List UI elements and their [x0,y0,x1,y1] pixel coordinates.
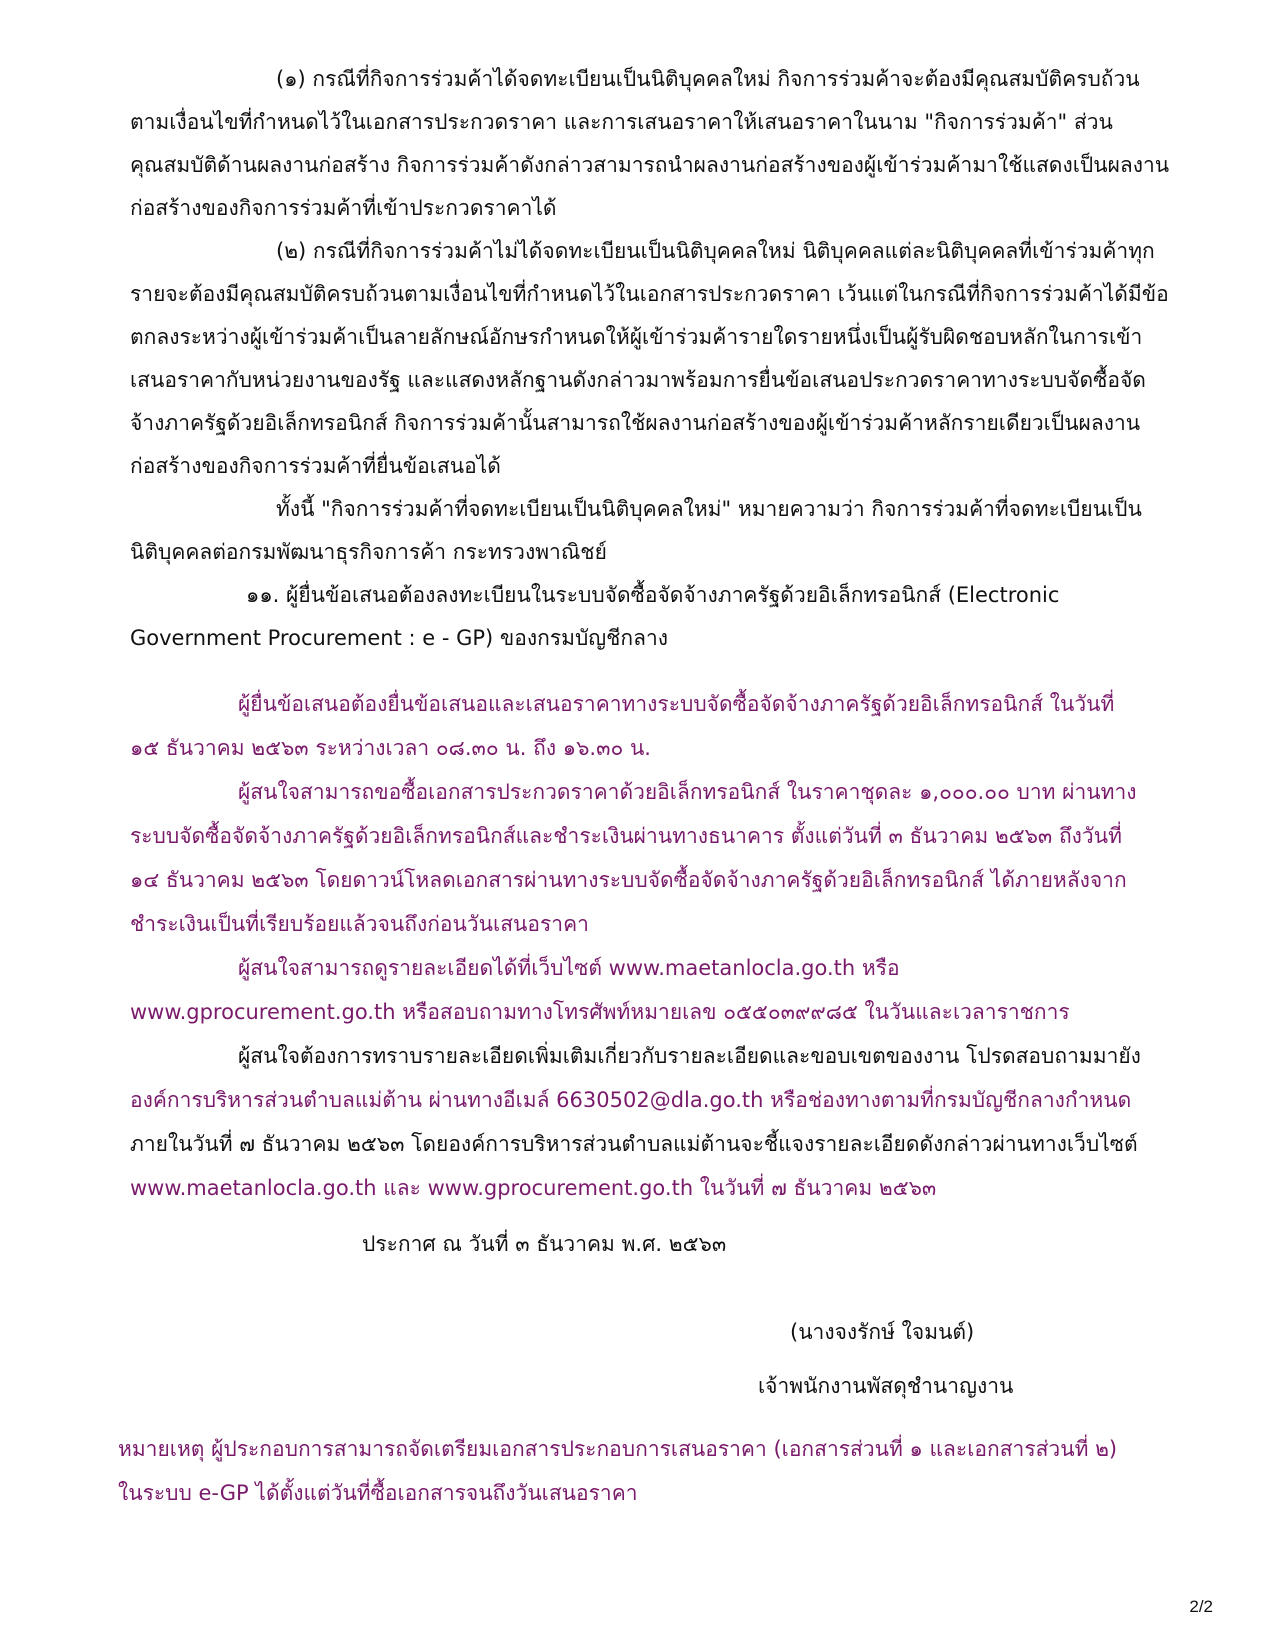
signatory-name: (นางจงรักษ์ ใจมนต์) [790,1320,975,1344]
text-line: เสนอราคากับหน่วยงานของรัฐ และแสดงหลักฐานดังกล่าวมาพร้อมการยื่นข้อเสนอประกวดราคาทางระบบจัดซื้อจัด [130,368,1146,392]
text-line: ชำระเงินเป็นที่เรียบร้อยแล้วจนถึงก่อนวันเสนอราคา [130,912,589,936]
text-line: ระบบจัดซื้อจัดจ้างภาครัฐด้วยอิเล็กทรอนิกส์และชำระเงินผ่านทางธนาคาร ตั้งแต่วันที่ ๓ ธันวาคม ๒๕๖๓ ถึงวันที่ [130,824,1122,848]
text-line: Government Procurement : e - GP) ของกรมบัญชีกลาง [130,626,669,650]
remark-line: หมายเหตุ ผู้ประกอบการสามารถจัดเตรียมเอกสารประกอบการเสนอราคา (เอกสารส่วนที่ ๑ และเอกสารส่วนที่ ๒) [118,1437,1118,1461]
text-line: ก่อสร้างของกิจการร่วมค้าที่ยื่นข้อเสนอได้ [130,454,501,478]
text-line: ภายในวันที่ ๗ ธันวาคม ๒๕๖๓ โดยองค์การบริหารส่วนตำบลแม่ต้านจะชี้แจงรายละเอียดดังกล่าวผ่านทางเว็บไซต์ [130,1132,1138,1156]
text-line: ๑๑. ผู้ยื่นข้อเสนอต้องลงทะเบียนในระบบจัดซื้อจัดจ้างภาครัฐด้วยอิเล็กทรอนิกส์ (Electronic [246,583,1060,607]
text-line: www.gprocurement.go.th หรือสอบถามทางโทรศัพท์หมายเลข ๐๕๕๐๓๙๙๘๕ ในวันและเวลาราชการ [130,1000,1070,1024]
text-line: (๑) กรณีที่กิจการร่วมค้าได้จดทะเบียนเป็นนิติบุคคลใหม่ กิจการร่วมค้าจะต้องมีคุณสมบัติครบถ้วน [276,67,1140,91]
text-line: ผู้สนใจสามารถดูรายละเอียดได้ที่เว็บไซต์ www.maetanlocla.go.th หรือ [238,956,900,980]
text-line: ก่อสร้างของกิจการร่วมค้าที่เข้าประกวดราคาได้ [130,196,557,220]
text-line: ผู้สนใจสามารถขอซื้อเอกสารประกวดราคาด้วยอิเล็กทรอนิกส์ ในราคาชุดละ ๑,๐๐๐.๐๐ บาท ผ่านทาง [238,780,1137,804]
page-number: 2/2 [1189,1597,1213,1616]
text-line: รายจะต้องมีคุณสมบัติครบถ้วนตามเงื่อนไขที่กำหนดไว้ในเอกสารประกวดราคา เว้นแต่ในกรณีที่กิจการร่วมค้าได้มีข้อ [130,282,1169,306]
text-line: www.maetanlocla.go.th และ www.gprocurement.go.th ในวันที่ ๗ ธันวาคม ๒๕๖๓ [130,1176,937,1200]
text-line: คุณสมบัติด้านผลงานก่อสร้าง กิจการร่วมค้าดังกล่าวสามารถนำผลงานก่อสร้างของผู้เข้าร่วมค้ามาใช้แสดงเป็นผลงาน [130,153,1170,177]
text-line: จ้างภาครัฐด้วยอิเล็กทรอนิกส์ กิจการร่วมค้านั้นสามารถใช้ผลงานก่อสร้างของผู้เข้าร่วมค้าหลักรายเดียวเป็นผลงาน [130,411,1141,435]
text-line: ๑๔ ธันวาคม ๒๕๖๓ โดยดาวน์โหลดเอกสารผ่านทางระบบจัดซื้อจัดจ้างภาครัฐด้วยอิเล็กทรอนิกส์ ได้ภายหลังจาก [130,868,1127,892]
text-line: ตกลงระหว่างผู้เข้าร่วมค้าเป็นลายลักษณ์อักษรกำหนดให้ผู้เข้าร่วมค้ารายใดรายหนึ่งเป็นผู้รับผิดชอบหลักในการเข้า [130,325,1143,349]
announcement-date: ประกาศ ณ วันที่ ๓ ธันวาคม พ.ศ. ๒๕๖๓ [362,1232,727,1256]
text-line: ๑๕ ธันวาคม ๒๕๖๓ ระหว่างเวลา ๐๘.๓๐ น. ถึง ๑๖.๓๐ น. [130,736,651,760]
text-line: ผู้สนใจต้องการทราบรายละเอียดเพิ่มเติมเกี่ยวกับรายละเอียดและขอบเขตของงาน โปรดสอบถามมายัง [238,1044,1141,1068]
text-line: ตามเงื่อนไขที่กำหนดไว้ในเอกสารประกวดราคา และการเสนอราคาให้เสนอราคาในนาม "กิจการร่วมค้า" ส่วน [130,110,1113,134]
text-line: ผู้ยื่นข้อเสนอต้องยื่นข้อเสนอและเสนอราคาทางระบบจัดซื้อจัดจ้างภาครัฐด้วยอิเล็กทรอนิกส์ ในวันที่ [238,692,1115,716]
text-line: ทั้งนี้ "กิจการร่วมค้าที่จดทะเบียนเป็นนิติบุคคลใหม่" หมายความว่า กิจการร่วมค้าที่จดทะเบียนเป็น [276,497,1142,521]
text-line: (๒) กรณีที่กิจการร่วมค้าไม่ได้จดทะเบียนเป็นนิติบุคคลใหม่ นิติบุคคลแต่ละนิติบุคคลที่เข้าร่วมค้าทุก [276,239,1155,263]
text-line: นิติบุคคลต่อกรมพัฒนาธุรกิจการค้า กระทรวงพาณิชย์ [130,540,607,564]
text-line: องค์การบริหารส่วนตำบลแม่ต้าน ผ่านทางอีเมล์ 6630502@dla.go.th หรือช่องทางตามที่กรมบัญชีกลางกำหนด [130,1088,1132,1112]
signatory-position: เจ้าพนักงานพัสดุชำนาญงาน [758,1374,1014,1398]
remark-line: ในระบบ e-GP ได้ตั้งแต่วันที่ซื้อเอกสารจนถึงวันเสนอราคา [118,1481,638,1505]
